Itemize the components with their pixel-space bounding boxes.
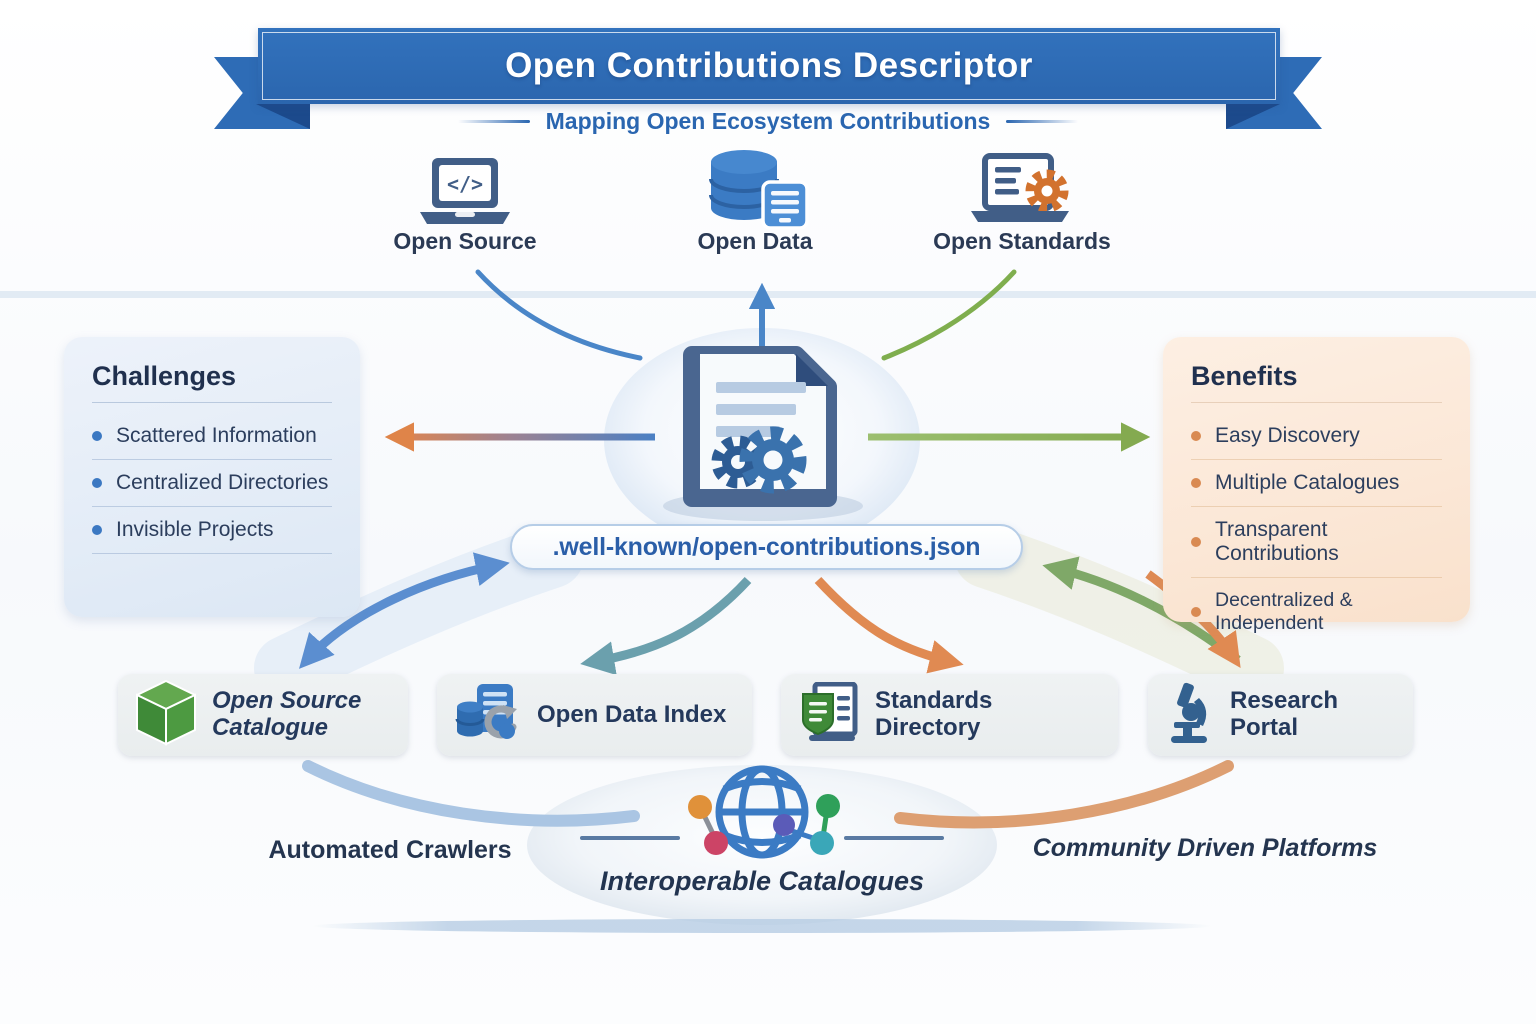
bullet-icon: [92, 525, 102, 535]
laptop-code-icon: [405, 158, 525, 228]
gear-icon: [747, 434, 799, 486]
challenge-item: [92, 507, 332, 554]
pill-to-standards-directory-arrow: [818, 580, 952, 662]
pill-to-open-data-index-arrow: [592, 580, 748, 662]
consumer-open-data-index: [437, 674, 752, 756]
benefit-item-label: Easy Discovery: [1215, 424, 1360, 447]
network-node-crimson: [704, 831, 728, 855]
subtitle-dash-right: [1006, 120, 1078, 123]
microscope-icon: [1166, 682, 1214, 749]
benefit-item-label: Multiple Catalogues: [1215, 471, 1400, 494]
code-glyph: </>: [446, 172, 484, 196]
descriptor-path: .well-known/open-contributions.json: [552, 532, 981, 561]
consumer-open-source-catalogue: [118, 674, 408, 756]
benefit-item: [1191, 413, 1442, 460]
database-card-icon: [695, 148, 815, 230]
automated-crawlers-label: Automated Crawlers: [268, 836, 512, 864]
benefit-item-label: Decentralized & Independent: [1215, 589, 1353, 634]
document-gear-icon: [960, 153, 1084, 227]
bullet-icon: [92, 478, 102, 488]
challenge-item: [92, 460, 332, 507]
benefit-item: [1191, 578, 1442, 646]
bullet-icon: [92, 431, 102, 441]
pillar-label-open-source: Open Source: [393, 228, 537, 254]
network-node-purple: [773, 814, 795, 836]
page-subtitle: Mapping Open Ecosystem Contributions: [545, 108, 991, 134]
challenges-panel: [64, 337, 360, 617]
consumer-label: Open Source Catalogue: [212, 687, 362, 741]
open-standards-to-center-curve: [884, 272, 1014, 358]
challenge-item-label: Invisible Projects: [116, 518, 274, 541]
subtitle-dash-left: [458, 120, 530, 123]
challenge-item-label: Centralized Directories: [116, 471, 329, 494]
globe-network-icon: [662, 755, 862, 878]
green-cube-icon: [136, 680, 196, 751]
benefits-panel: [1163, 337, 1470, 634]
open-source-to-center-curve: [478, 272, 640, 358]
well-known-path-pill: [510, 524, 1023, 570]
document-shield-checklist-icon: [799, 682, 859, 749]
json-descriptor-file-gear-icon: [678, 340, 848, 517]
benefits-title: Benefits: [1191, 361, 1442, 403]
background-band: [0, 291, 1536, 298]
bullet-icon: [1191, 537, 1201, 547]
ground-shadow: [312, 919, 1212, 933]
title-banner: [258, 28, 1280, 104]
benefit-item: [1191, 460, 1442, 507]
community-driven-platforms-label: Community Driven Platforms: [1032, 834, 1378, 862]
network-node-green: [816, 794, 840, 818]
challenge-item-label: Scattered Information: [116, 424, 317, 447]
consumer-research-portal: [1148, 674, 1413, 756]
network-node-teal: [810, 831, 834, 855]
consumer-label: Standards Directory: [875, 687, 993, 741]
bullet-icon: [1191, 431, 1201, 441]
database-sync-icon: [455, 683, 521, 748]
pillar-label-open-standards: Open Standards: [933, 228, 1111, 254]
challenges-list: [92, 413, 332, 554]
challenge-item: [92, 413, 332, 460]
bullet-icon: [1191, 478, 1201, 488]
consumer-label: Research Portal: [1230, 687, 1339, 741]
consumer-label: Open Data Index: [537, 700, 727, 728]
pillar-label-open-data: Open Data: [697, 228, 813, 254]
consumer-standards-directory: [781, 674, 1118, 756]
network-node-orange: [688, 795, 712, 819]
benefit-item: [1191, 507, 1442, 578]
benefits-list: [1191, 413, 1442, 646]
benefit-item-label: Transparent Contributions: [1215, 518, 1339, 565]
challenges-title: Challenges: [92, 361, 332, 403]
bullet-icon: [1191, 607, 1201, 617]
page-title: Open Contributions Descriptor: [505, 46, 1033, 85]
interoperable-catalogues-label: Interoperable Catalogues: [599, 866, 925, 896]
subtitle-row: [0, 108, 1536, 135]
